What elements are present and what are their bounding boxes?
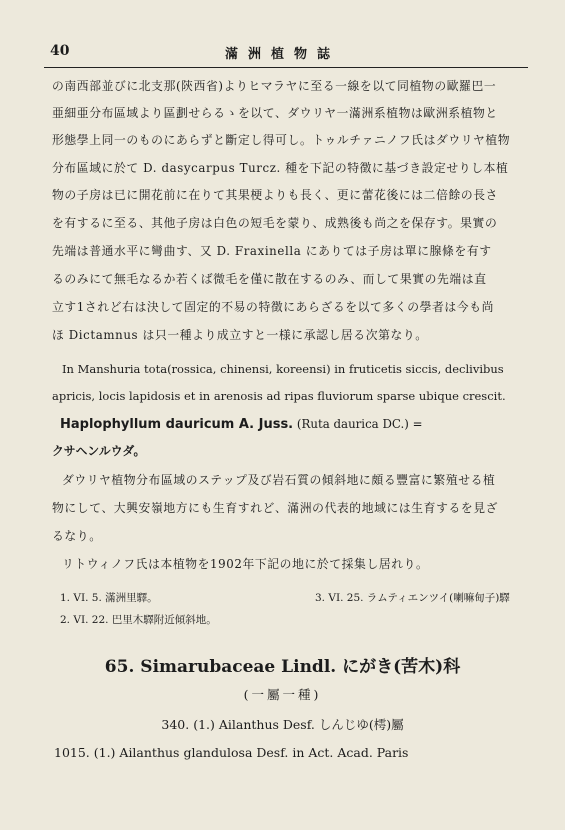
locality-item: 3. VI. 25. ラムティエンツイ(喇嘛甸子)驛 xyxy=(315,592,510,604)
text-line: るなり。 xyxy=(52,529,102,543)
family-heading: 65. Simarubaceae Lindl. にがき(苦木)科 xyxy=(104,657,461,677)
text-line: ダウリヤ植物分布區域のステップ及び岩石質の傾斜地に頗る豐富に繁殖せる植 xyxy=(62,473,496,487)
running-title: 滿洲植物誌 xyxy=(224,47,340,62)
genus-heading: 340. (1.) Ailanthus Desf. しんじゆ(樗)屬 xyxy=(161,717,404,732)
locality-item: 1. VI. 5. 滿洲里驛。 xyxy=(60,592,158,604)
species-entry: 1015. (1.) Ailanthus glandulosa Desf. in Act. Acad. Paris xyxy=(54,745,409,760)
text-line: 物にして、大興安嶺地方にも生育すれど、滿洲の代表的地域には生育するを見ざ xyxy=(52,501,499,515)
family-subtitle: (一屬一種) xyxy=(243,687,322,702)
text-line: リトウィノフ氏は本植物を1902年下記の地に於て採集し居れり。 xyxy=(62,557,429,571)
page-number: 40 xyxy=(50,43,70,59)
header-rule xyxy=(44,67,528,68)
species-synonym: (Ruta daurica DC.) = xyxy=(296,417,423,431)
locality-item: 2. VI. 22. 巴里木驛附近傾斜地。 xyxy=(60,614,217,626)
text-line: の南西部並びに北支那(陝西省)よりヒマラヤに至る一線を以て同植物の歐羅巴一 xyxy=(52,79,497,93)
text-line: ほ Dictamnus は只一種より成立すと一様に承認し居る次第なり。 xyxy=(52,328,428,342)
text-line: 亜細亜分布區域より區劃せらるゝを以て、ダウリヤ一滿洲系植物は歐洲系植物と xyxy=(52,106,498,120)
text-line: 形態學上同一のものにあらずと斷定し得可し。トゥルチァニノフ氏はダウリヤ植物 xyxy=(52,133,511,147)
text-line: を有するに至る、其他子房は白色の短毛を蒙り、成熟後も尚之を保存す。果實の xyxy=(52,216,498,230)
text-line: 立す1されど右は決して固定的不易の特徴にあらざるを以て多くの學者は今も尚 xyxy=(52,300,494,314)
latin-line: apricis, locis lapidosis et in arenosis ad ripas fluviorum sparse ubique crescit. xyxy=(52,389,506,403)
text-line: 物の子房は已に開花前に在りて其果梗よりも長く、更に蕾花後には二倍餘の長さ xyxy=(52,188,499,202)
species-name: Haplophyllum dauricum A. Juss. xyxy=(60,417,294,432)
text-line: るのみにて無毛なるか若くば微毛を僅に散在するのみ、而して果實の先端は直 xyxy=(52,272,487,286)
text-line: 先端は普通水平に彎曲す、又 D. Fraxinella にありては子房は單に腺條を有す xyxy=(52,244,492,258)
text-line: 分布區域に於て D. dasycarpus Turcz. 種を下記の特徴に基づき設定せりし本植 xyxy=(52,161,509,175)
species-japanese-name: クサヘンルウダ。 xyxy=(52,444,146,458)
species-heading xyxy=(60,416,522,433)
latin-line: In Manshuria tota(rossica, chinensi, koreensi) in fruticetis siccis, declivibus xyxy=(62,362,504,376)
